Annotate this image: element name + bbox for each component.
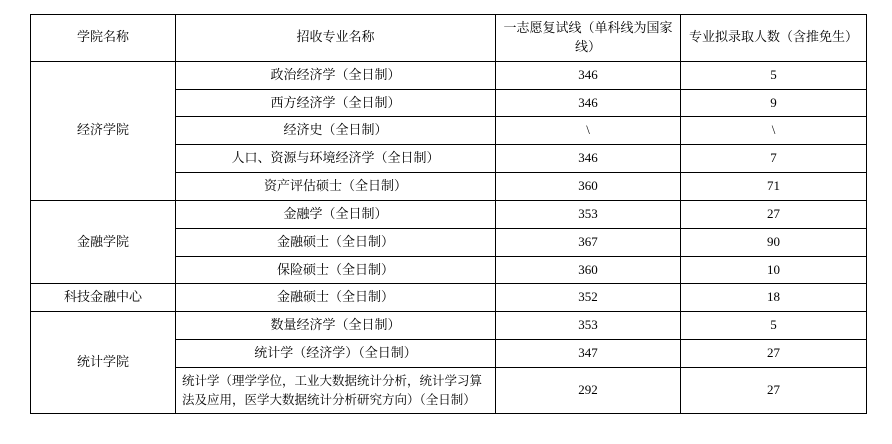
table-row [31, 284, 867, 312]
major-name-cell: 统计学（理学学位，工业大数据统计分析，统计学习算法及应用，医学大数据统计分析研究方向）（全日制） [176, 367, 496, 414]
quota-cell: 5 [681, 61, 867, 89]
quota-cell: \ [681, 117, 867, 145]
major-name-cell: 统计学（经济学）（全日制） [176, 340, 496, 368]
major-name-cell: 人口、资源与环境经济学（全日制） [176, 145, 496, 173]
score-line-cell: 346 [496, 89, 681, 117]
major-name-cell: 经济史（全日制） [176, 117, 496, 145]
quota-cell: 27 [681, 367, 867, 414]
quota-cell: 18 [681, 284, 867, 312]
college-name-cell: 科技金融中心 [31, 284, 176, 312]
major-name-cell: 金融硕士（全日制） [176, 228, 496, 256]
table-row [31, 61, 867, 89]
score-line-cell: \ [496, 117, 681, 145]
score-line-cell: 360 [496, 256, 681, 284]
header-score-line: 一志愿复试线（单科线为国家线） [496, 15, 681, 62]
college-name-cell: 统计学院 [31, 312, 176, 414]
admission-score-table [30, 14, 867, 414]
quota-cell: 7 [681, 145, 867, 173]
major-name-cell: 金融学（全日制） [176, 200, 496, 228]
score-line-cell: 353 [496, 312, 681, 340]
table-body [31, 61, 867, 414]
score-line-cell: 346 [496, 145, 681, 173]
header-quota: 专业拟录取人数（含推免生） [681, 15, 867, 62]
score-line-cell: 353 [496, 200, 681, 228]
header-major: 招收专业名称 [176, 15, 496, 62]
major-name-cell: 保险硕士（全日制） [176, 256, 496, 284]
score-line-cell: 346 [496, 61, 681, 89]
major-name-cell: 资产评估硕士（全日制） [176, 173, 496, 201]
header-college: 学院名称 [31, 15, 176, 62]
quota-cell: 10 [681, 256, 867, 284]
score-line-cell: 352 [496, 284, 681, 312]
quota-cell: 5 [681, 312, 867, 340]
quota-cell: 9 [681, 89, 867, 117]
score-line-cell: 360 [496, 173, 681, 201]
table-row [31, 200, 867, 228]
score-line-cell: 347 [496, 340, 681, 368]
major-name-cell: 西方经济学（全日制） [176, 89, 496, 117]
quota-cell: 27 [681, 200, 867, 228]
table-row [31, 312, 867, 340]
quota-cell: 90 [681, 228, 867, 256]
score-line-cell: 292 [496, 367, 681, 414]
table-header-row [31, 15, 867, 62]
major-name-cell: 政治经济学（全日制） [176, 61, 496, 89]
college-name-cell: 金融学院 [31, 200, 176, 284]
score-line-cell: 367 [496, 228, 681, 256]
quota-cell: 71 [681, 173, 867, 201]
college-name-cell: 经济学院 [31, 61, 176, 200]
quota-cell: 27 [681, 340, 867, 368]
major-name-cell: 数量经济学（全日制） [176, 312, 496, 340]
major-name-cell: 金融硕士（全日制） [176, 284, 496, 312]
table-header [31, 15, 867, 62]
